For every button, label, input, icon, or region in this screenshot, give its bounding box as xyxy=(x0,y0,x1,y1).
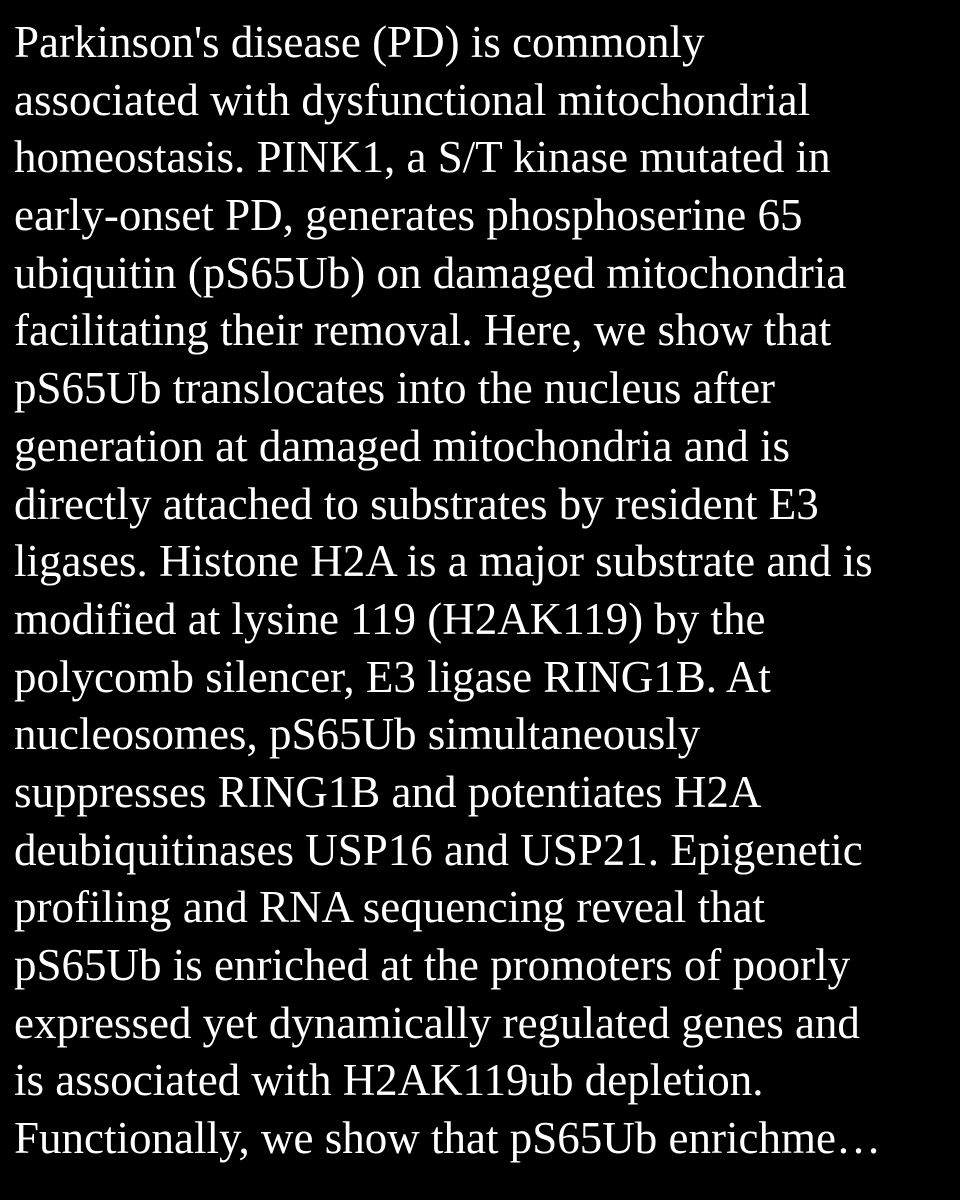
text-line: early-onset PD, generates phosphoserine 65 xyxy=(14,190,803,241)
text-line: generation at damaged mitochondria and is xyxy=(14,420,790,471)
text-line: ligases. Histone H2A is a major substrate and is xyxy=(14,536,873,587)
text-line: directly attached to substrates by resident E3 xyxy=(14,478,819,529)
text-line: polycomb silencer, E3 ligase RING1B. At xyxy=(14,651,771,702)
text-line: pS65Ub translocates into the nucleus after xyxy=(14,363,776,414)
text-line: ubiquitin (pS65Ub) on damaged mitochondria xyxy=(14,247,847,298)
text-line: expressed yet dynamically regulated genes and xyxy=(14,997,860,1048)
text-line: nucleosomes, pS65Ub simultaneously xyxy=(14,709,701,760)
text-line: homeostasis. PINK1, a S/T kinase mutated in xyxy=(14,132,831,183)
text-line: facilitating their removal. Here, we show that xyxy=(14,305,832,356)
text-line: associated with dysfunctional mitochondrial xyxy=(14,74,811,125)
text-line: modified at lysine 119 (H2AK119) by the xyxy=(14,593,766,644)
text-line: suppresses RING1B and potentiates H2A xyxy=(14,766,762,817)
text-line: Parkinson's disease (PD) is commonly xyxy=(14,17,705,67)
text-line: is associated with H2AK119ub depletion. xyxy=(14,1055,764,1106)
text-line: profiling and RNA sequencing reveal that xyxy=(14,882,766,933)
text-line: deubiquitinases USP16 and USP21. Epigenetic xyxy=(14,824,863,875)
abstract-text xyxy=(14,14,954,1168)
text-line-truncated: Functionally, we show that pS65Ub enrichme… xyxy=(14,1113,881,1164)
text-line: pS65Ub is enriched at the promoters of poorly xyxy=(14,940,851,990)
